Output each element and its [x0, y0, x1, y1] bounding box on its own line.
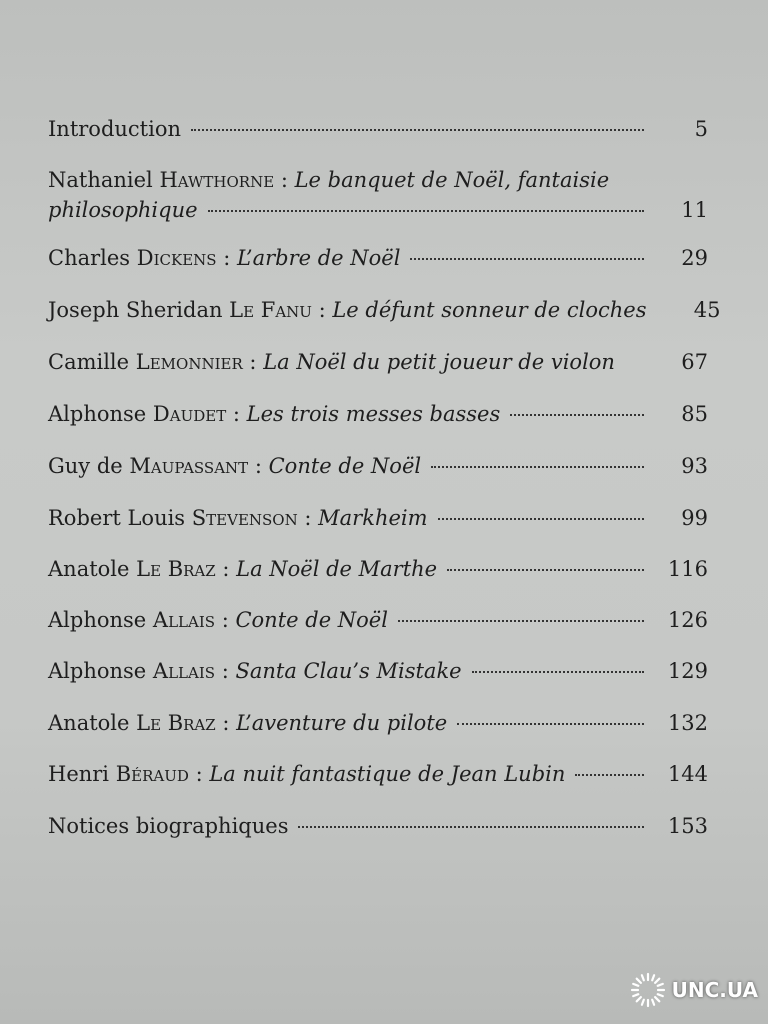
- toc-entry-dickens: [48, 243, 708, 273]
- dot-leader: [438, 518, 644, 520]
- author-first-name: Camille: [48, 350, 136, 374]
- story-title: L’aventure du pilote: [236, 711, 448, 735]
- toc-entry-introduction: [48, 114, 708, 144]
- watermark: [628, 970, 758, 1010]
- toc-entry-lemonnier: [48, 347, 708, 377]
- author-last-name: Dickens: [136, 246, 217, 270]
- author-first-name: Anatole: [48, 711, 137, 735]
- page-number: 99: [681, 506, 708, 530]
- author-last-name: Maupassant: [129, 454, 249, 478]
- story-title: Le défunt sonneur de cloches: [332, 298, 647, 322]
- toc-entry-maupassant: [48, 451, 708, 481]
- story-title: Les trois messes basses: [246, 402, 501, 426]
- toc-entry-le-braz-marthe: [48, 554, 708, 584]
- separator: :: [242, 350, 264, 374]
- author-last-name: Daudet: [152, 402, 227, 426]
- dot-leader: [208, 210, 644, 212]
- author-first-name: Henri: [48, 762, 116, 786]
- page-number: 85: [681, 402, 708, 426]
- dot-leader: [410, 258, 644, 260]
- entry-label: Introduction: [48, 117, 181, 141]
- page-number: 126: [667, 608, 708, 632]
- page-number: 5: [694, 117, 708, 141]
- page-number: 129: [667, 659, 708, 683]
- separator: :: [215, 608, 236, 632]
- author-last-name: Le Braz: [136, 711, 216, 735]
- toc-entry-hawthorne: [48, 165, 708, 225]
- story-title: Conte de Noël: [235, 608, 388, 632]
- separator: :: [226, 402, 247, 426]
- author-last-name: Lemonnier: [135, 350, 243, 374]
- dot-leader: [510, 414, 644, 416]
- toc-entry-allais-conte: [48, 605, 708, 635]
- page-number: 67: [681, 350, 708, 374]
- page-number: 116: [667, 557, 708, 581]
- author-first-name: Nathaniel: [48, 168, 160, 192]
- story-title-continued: philosophique: [48, 198, 198, 222]
- story-title: Le banquet de Noël, fantaisie: [294, 168, 610, 192]
- separator: :: [311, 298, 333, 322]
- separator: :: [215, 557, 237, 581]
- dot-leader: [457, 723, 644, 725]
- author-first-name: Alphonse: [48, 402, 153, 426]
- story-title: La Noël du petit joueur de violon: [263, 350, 615, 374]
- page-number: 132: [667, 711, 708, 735]
- separator: :: [297, 506, 319, 530]
- dot-leader: [398, 620, 644, 622]
- toc-entry-le-braz-pilote: [48, 708, 708, 738]
- dot-leader: [431, 466, 644, 468]
- story-title: Santa Clau’s Mistake: [235, 659, 462, 683]
- page-number: 29: [681, 246, 708, 270]
- story-title: La Noël de Marthe: [236, 557, 438, 581]
- author-first-name: Robert Louis: [48, 506, 192, 530]
- story-title: Conte de Noël: [268, 454, 422, 478]
- page-number: 11: [681, 198, 708, 222]
- page-number: 93: [681, 454, 708, 478]
- page-number: 153: [667, 814, 708, 838]
- separator: :: [188, 762, 210, 786]
- author-first-name: Alphonse: [48, 608, 153, 632]
- author-last-name: Allais: [152, 608, 216, 632]
- author-last-name: Béraud: [115, 762, 189, 786]
- author-last-name: Le Fanu: [229, 298, 312, 322]
- author-last-name: Stevenson: [191, 506, 298, 530]
- author-last-name: Allais: [152, 659, 216, 683]
- page-number: 45: [693, 298, 721, 322]
- entry-label: Notices biographiques: [48, 814, 289, 838]
- toc-entry-stevenson: [48, 503, 708, 533]
- story-title: La nuit fantastique de Jean Lubin: [209, 762, 566, 786]
- separator: :: [215, 659, 236, 683]
- sunburst-logo-icon: [628, 970, 668, 1010]
- author-first-name: Anatole: [48, 557, 137, 581]
- separator: :: [274, 168, 295, 192]
- author-first-name: Guy de: [48, 454, 130, 478]
- author-first-name: Joseph Sheridan: [48, 298, 230, 322]
- dot-leader: [575, 774, 644, 776]
- author-first-name: Charles: [48, 246, 137, 270]
- toc-entry-daudet: [48, 399, 708, 429]
- dot-leader: [191, 129, 644, 131]
- story-title: L’arbre de Noël: [236, 246, 401, 270]
- dot-leader: [298, 826, 644, 828]
- toc-entry-allais-santa: [48, 656, 708, 686]
- dot-leader: [625, 362, 644, 364]
- dot-leader: [447, 569, 644, 571]
- toc-entry-beraud: [48, 759, 708, 789]
- author-last-name: Hawthorne: [159, 168, 275, 192]
- separator: :: [215, 711, 237, 735]
- separator: :: [248, 454, 269, 478]
- page-number: 144: [667, 762, 708, 786]
- toc-entry-le-fanu: [48, 295, 721, 325]
- story-title: Markheim: [318, 506, 428, 530]
- author-first-name: Alphonse: [48, 659, 153, 683]
- author-last-name: Le Braz: [136, 557, 216, 581]
- dot-leader: [472, 671, 644, 673]
- watermark-text: UNC.UA: [671, 978, 758, 1002]
- separator: :: [216, 246, 237, 270]
- toc-entry-notices: [48, 811, 708, 841]
